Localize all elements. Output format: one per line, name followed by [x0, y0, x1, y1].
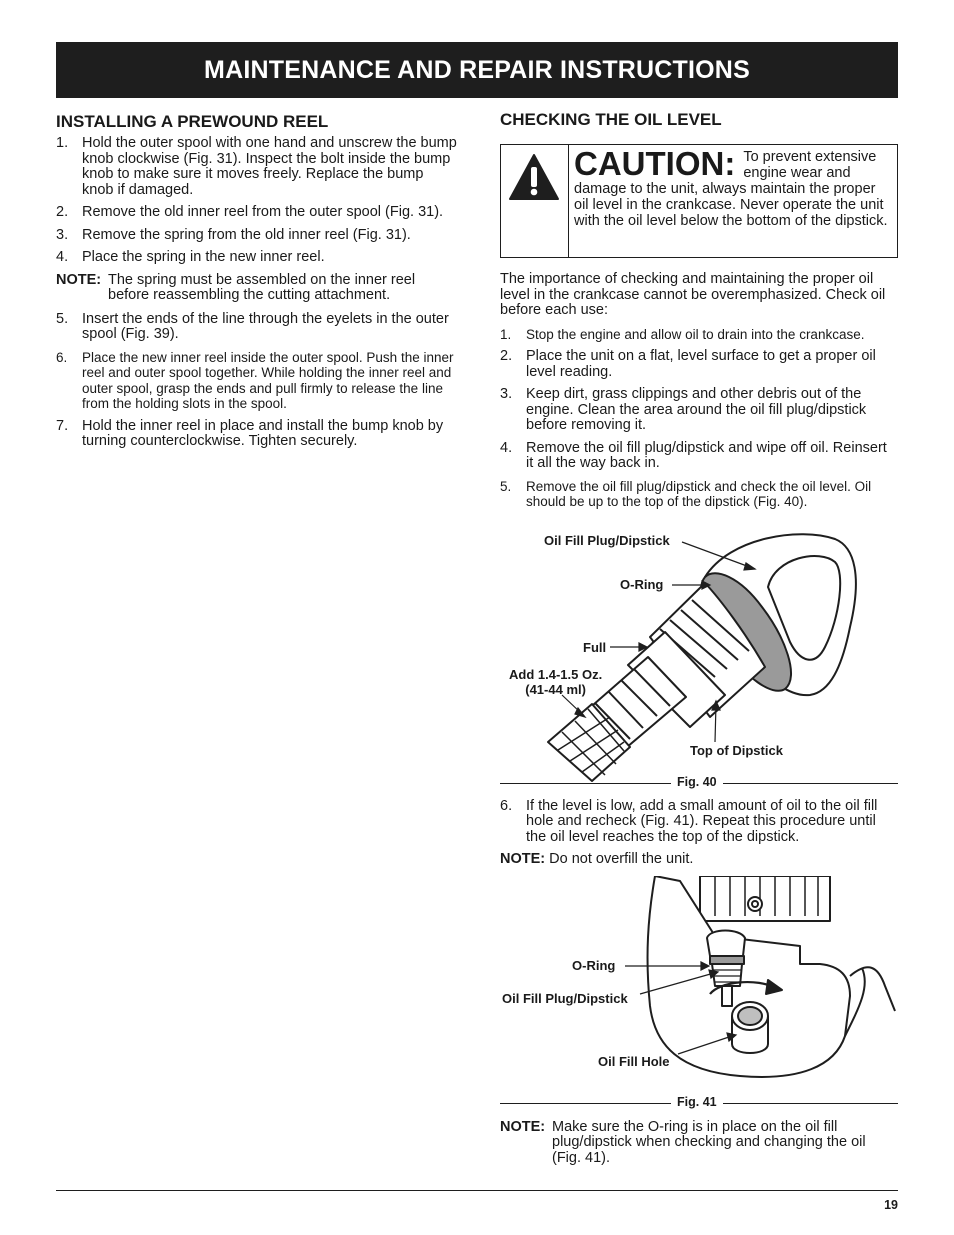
prewound-steps-b	[56, 312, 458, 450]
warning-triangle-icon	[508, 153, 560, 201]
prewound-steps-a	[56, 136, 458, 266]
caution-icon-cell	[501, 145, 569, 257]
note-label: NOTE:	[56, 271, 102, 288]
caution-body: To prevent extensive engine wear and damage to the unit, always maintain the proper oil level in the crankcase. Never operate the unit with the oil level below the bottom of the dipstick.	[574, 149, 888, 229]
oil-steps-b	[500, 799, 898, 846]
note-o-ring	[500, 1120, 898, 1167]
figure-40	[500, 517, 898, 799]
list-item: 4. Place the spring in the new inner reel.	[56, 249, 325, 265]
section-heading-prewound-reel: INSTALLING A PREWOUND REEL	[56, 112, 329, 131]
callout-oil-fill-plug: Oil Fill Plug/Dipstick	[544, 532, 670, 548]
note-text: The spring must be assembled on the inner reel before reassembling the cutting attachment.	[108, 271, 416, 303]
list-item: 3. Keep dirt, grass clippings and other debris out of the engine. Clean the area around the oil fill plug/dipstick before removing it.	[500, 386, 867, 433]
oil-intro: The importance of checking and maintaining the proper oil level in the crankcase cannot be overemphasized. Check oil before each use:	[500, 271, 886, 318]
note-overfill	[500, 852, 898, 868]
note-label: NOTE:	[500, 851, 546, 867]
list-item: 1. Stop the engine and allow oil to drain into the crankcase.	[500, 326, 865, 342]
figure-label: Fig. 40	[671, 775, 723, 789]
note-spring	[56, 273, 458, 304]
callout-add-oil: Add 1.4-1.5 Oz. (41-44 ml)	[509, 666, 603, 697]
list-item: 4. Remove the oil fill plug/dipstick and wipe off oil. Reinsert it all the way back in.	[500, 439, 887, 471]
list-item: 1. Hold the outer spool with one hand and unscrew the bump knob clockwise (Fig. 31). Inspect the bolt inside the bump knob to make sure it moves freely. Replace the bump knob if damaged.	[56, 135, 457, 198]
oil-steps-a	[500, 327, 898, 510]
page-banner	[56, 42, 898, 98]
caution-box	[500, 144, 898, 258]
callout-oil-fill-hole: Oil Fill Hole	[598, 1053, 670, 1069]
right-column	[500, 110, 898, 1174]
list-item: 5. Insert the ends of the line through the eyelets in the outer spool (Fig. 39).	[56, 310, 449, 342]
figure-41	[500, 876, 898, 1118]
list-item: 7. Hold the inner reel in place and install the bump knob by turning counterclockwise. Tighten securely.	[56, 417, 444, 449]
note-label: NOTE:	[500, 1118, 546, 1135]
callout-o-ring: O-Ring	[620, 576, 664, 592]
section-heading-oil-level: CHECKING THE OIL LEVEL	[500, 110, 722, 129]
note-text: Make sure the O-ring is in place on the oil fill plug/dipstick when checking and changing the oil (Fig. 41).	[552, 1118, 866, 1166]
list-item: 2. Remove the old inner reel from the outer spool (Fig. 31).	[56, 204, 444, 220]
footer-rule	[56, 1190, 898, 1191]
figure-label: Fig. 41	[671, 1095, 723, 1109]
note-text: Do not overfill the unit.	[549, 851, 694, 867]
list-item: 3. Remove the spring from the old inner reel (Fig. 31).	[56, 226, 411, 243]
left-column	[56, 112, 458, 457]
page-number: 19	[884, 1198, 898, 1212]
caution-word: CAUTION:	[574, 145, 736, 182]
callout-full: Full	[583, 639, 607, 655]
callout-top-of-dipstick: Top of Dipstick	[690, 742, 783, 758]
banner-title: MAINTENANCE AND REPAIR INSTRUCTIONS	[204, 55, 750, 84]
list-item: 2. Place the unit on a flat, level surface to get a proper oil level reading.	[500, 348, 876, 380]
callout-o-ring: O-Ring	[572, 957, 616, 973]
list-item: 5. Remove the oil fill plug/dipstick and check the oil level. Oil should be up to the top of the dipstick (Fig. 40).	[500, 478, 872, 509]
list-item: 6. Place the new inner reel inside the outer spool. Push the inner reel and outer spool together. While holding the inner reel and outer spool, grasp the ends and pull firmly to release the line from the holding slots in the spool.	[56, 349, 454, 411]
caution-text	[574, 145, 889, 229]
callout-oil-fill-plug: Oil Fill Plug/Dipstick	[502, 990, 628, 1006]
list-item: 6. If the level is low, add a small amount of oil to the oil fill hole and recheck (Fig. 41). Repeat this procedure until the oil level reaches the top of the dipstick.	[500, 797, 878, 845]
